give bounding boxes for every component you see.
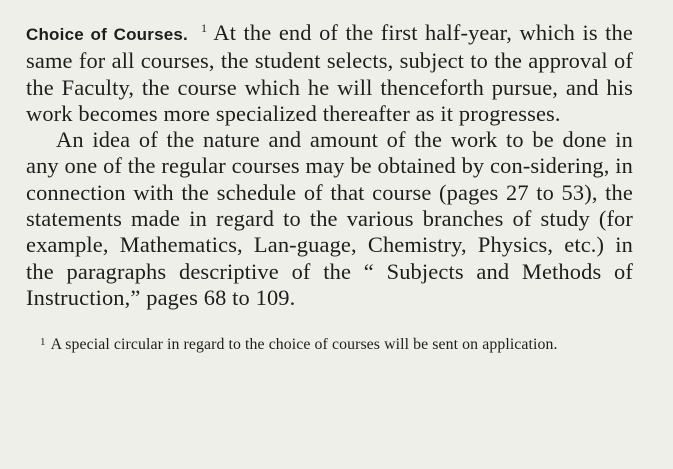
paragraph-choice-of-courses xyxy=(26,0,633,127)
footnote-marker: 1 xyxy=(40,336,46,349)
footnote xyxy=(26,333,633,354)
paragraph-2-text: An idea of the nature and amount of the work to be done in any one of the regular courses may be obtained by con-sidering, in connection with the schedule of that course (pages 27 to 53), the statements made in regard to the various branches of study (for example, Mathematics, Lan-guage, Chemistry, Physics, etc.) in the paragraphs descriptive of the “ Subjects and Methods of Instruction,” pages 68 to 109. xyxy=(26,127,633,310)
section-heading: Choice of Courses. xyxy=(26,25,188,44)
footnote-reference: 1 xyxy=(200,21,208,35)
paragraph-idea-of-work xyxy=(26,127,633,311)
paragraph-1-text: At the end of the first half-year, which is the same for all courses, the student selects, subject to the approval of the Faculty, the course which he will thenceforth pursue, and his work becomes more specialized thereafter as it progresses. xyxy=(26,20,633,126)
footnote-text: A special circular in regard to the choice of courses will be sent on application. xyxy=(50,336,558,354)
